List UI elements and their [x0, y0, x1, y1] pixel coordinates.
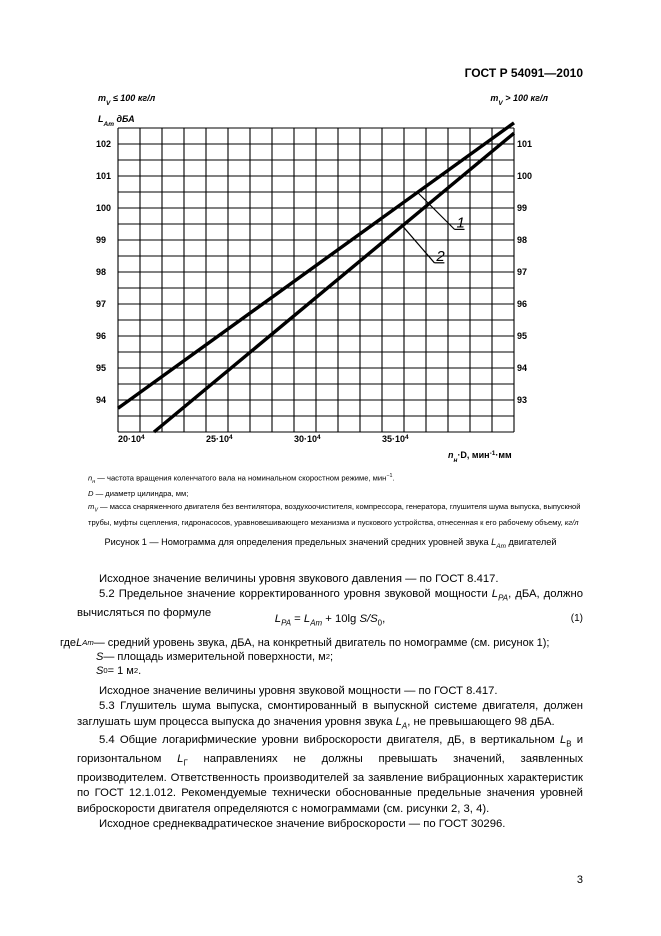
- y-tick-right: 94: [517, 363, 528, 373]
- y-tick-right: 96: [517, 299, 528, 309]
- y-tick-left: 101: [96, 171, 112, 181]
- paragraph-5-2: 5.2 Предельное значение корректированного уровня звуковой мощности $L_{PA}$, дБА, должно вычисляться по формуле: [77, 588, 583, 620]
- y-tick-right: 101: [517, 139, 533, 149]
- paragraph-6: Исходное среднеквадратическое значение виброскорости — по ГОСТ 30296.: [99, 818, 506, 830]
- x-tick-label: $20\cdot 10^4$: [118, 433, 145, 444]
- body-text-bottom: [77, 684, 583, 832]
- y-tick-right: 99: [517, 203, 528, 213]
- y-tick-left: 99: [96, 235, 107, 245]
- y-axis-label: $L_{Am}$ дБА: [98, 114, 135, 128]
- paragraph-1: Исходное значение величины уровня звукового давления — по ГОСТ 8.417.: [99, 573, 499, 585]
- y-tick-left: 94: [96, 395, 107, 405]
- y-tick-left: 95: [96, 363, 107, 373]
- page-number: 3: [576, 874, 583, 886]
- y-tick-left: 100: [96, 203, 112, 213]
- definition-s: S — площадь измерительной поверхности, м 2 ;: [96, 651, 334, 663]
- y-tick-right: 95: [517, 331, 528, 341]
- callout-leader-2: [402, 226, 434, 263]
- paragraph-3: Исходное значение величины уровня звуковой мощности — по ГОСТ 8.417.: [99, 685, 498, 697]
- y-tick-left: 102: [96, 139, 112, 149]
- series-line-2: [154, 133, 514, 432]
- mass-label-left: $m_V \le 100$ кг/л: [98, 93, 156, 107]
- definition-lam: где L Am — средний уровень звука, дБА, на конкретный двигатель по номограмме (см. рисунок 1);: [60, 637, 550, 649]
- definition-s0: S 0 = 1 м 2 .: [96, 665, 142, 677]
- formula-number: (1): [570, 613, 583, 624]
- y-tick-right: 93: [517, 395, 528, 405]
- mass-label-right: $m_V > 100$ кг/л: [490, 93, 548, 107]
- chart-grid: [118, 128, 514, 432]
- x-tick-label: $35\cdot 10^4$: [382, 433, 409, 444]
- x-tick-label: $25\cdot 10^4$: [206, 433, 233, 444]
- legend-n: $n_н$ — частота вращения коленчатого вала на номинальном скоростном режиме, мин$^{-1}$.: [88, 473, 395, 486]
- x-axis-label: $n_н\cdot D$, мин$^{-1}$·мм: [448, 449, 512, 464]
- figure-caption: Рисунок 1 — Номограмма для определения предельных значений средних уровней звука $L_{Am}$ двигателей: [104, 537, 557, 550]
- y-tick-right: 97: [517, 267, 528, 277]
- paragraph-5-3: 5.3 Глушитель шума выпуска, смонтированный в выпускной системе двигателя, должен заглушать шум процесса выпуска до значения уровня звука $L_A$, не превышающего 98 дБА.: [77, 700, 583, 731]
- figure-legend: [88, 470, 588, 529]
- x-tick-label: $30\cdot 10^4$: [294, 433, 321, 444]
- formula-definitions: [60, 636, 590, 678]
- legend-d: D — диаметр цилиндра, мм;: [88, 489, 189, 499]
- formula-1: $L_{PA} = L_{Am} + 10\lg$ $S/S_0$, (1): [274, 613, 583, 628]
- y-tick-right: 100: [517, 171, 533, 181]
- paragraph-5-4: 5.4 Общие логарифмические уровни виброскорости двигателя, дБ, в вертикальном $L_B$ и горизонтальном $L_Г$ направлениях не должны превышать значений, заявленных производителем. Ответственность производителей за заявление вибрационных характеристик по ГОСТ 12.1.012. Рекомендуемые технически обоснованные предельные значения уровней виброскорости двигателя определяются с номограммами (см. рисунки 2, 3, 4).: [77, 734, 583, 815]
- y-tick-left: 97: [96, 299, 107, 309]
- callout-label-1: 1: [456, 214, 465, 232]
- document-code: ГОСТ Р 54091—2010: [464, 66, 583, 80]
- y-tick-left: 98: [96, 267, 107, 277]
- chart-callouts: [402, 192, 464, 264]
- callout-label-2: 2: [436, 247, 445, 265]
- legend-m: $m_V$ — масса снаряженного двигателя без вентилятора, воздухоочистителя, компрессора, генератора, глушителя шума выпуска, выпускной трубы, муфты сцепления, гидронасосов, уравновешивающего механизма и пускового устройства, отнесенная к его рабочему объему, кг/л: [88, 501, 581, 527]
- y-tick-left: 96: [96, 331, 107, 341]
- y-tick-right: 98: [517, 235, 528, 245]
